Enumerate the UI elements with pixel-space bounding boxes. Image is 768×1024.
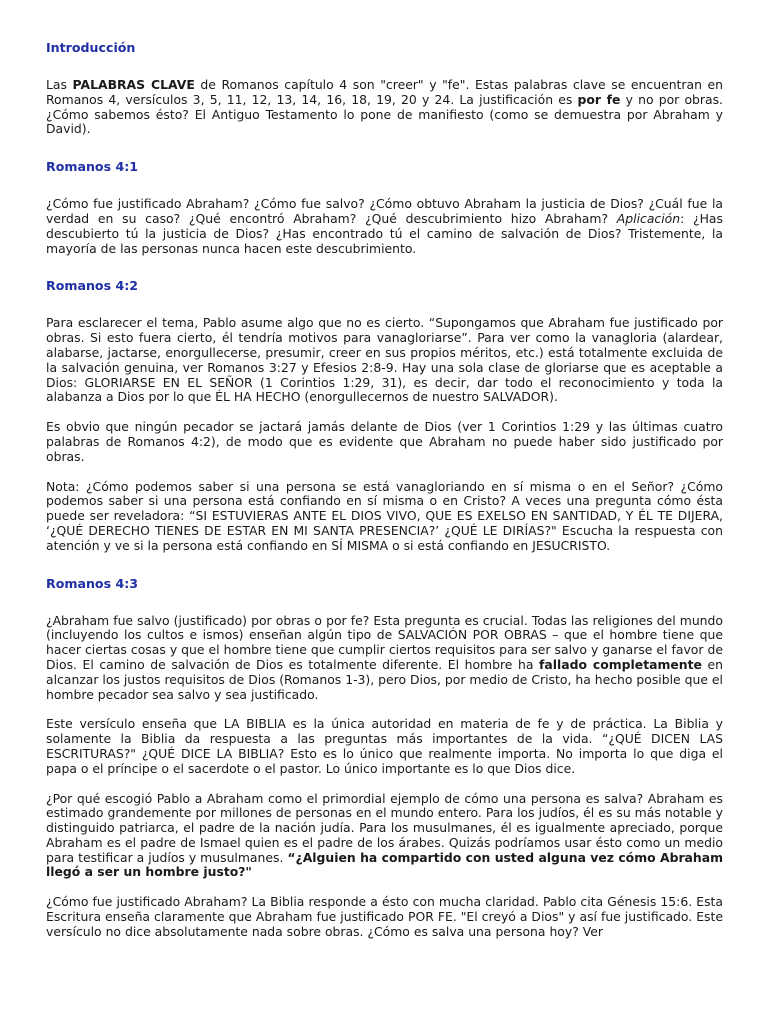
text-run: en alcanzar los justos requisitos de Dios (Romanos 1-3), pero Dios, por medio de Cristo, ha hecho posible que el hombre pecador sea salvo y sea justificado. bbox=[46, 656, 723, 702]
paragraph-romanos-4-3-a bbox=[46, 614, 723, 703]
text-run: ¿Cómo fue justificado Abraham? La Biblia responde a ésto con mucha claridad. Pablo cita Génesis 15:6. Esta Escritura enseña claramente que Abraham fue justificado POR FE. "El creyó a Dios" y así fue justificado. Este versículo no dice absolutamente nada sobre obras. ¿Cómo es salva una persona hoy? Ver bbox=[46, 894, 723, 939]
text-run: Las bbox=[46, 77, 73, 92]
spacer bbox=[46, 137, 723, 159]
spacer bbox=[46, 294, 723, 316]
heading-romanos-4-2: Romanos 4:2 bbox=[46, 278, 139, 294]
text-run: de Romanos capítulo 4 son "creer" y "fe". Estas palabras clave se encuentran en Romanos 4, versículos 3, 5, 11, 12, 13, 14, 16, 18, 19, 20 y 24. La justificación es bbox=[46, 77, 724, 107]
bold-fallado: fallado completamente bbox=[538, 656, 702, 672]
paragraph-romanos-4-3-d bbox=[46, 895, 723, 939]
italic-aplicacion: Aplicación bbox=[616, 210, 681, 226]
text-run: : ¿Has descubierto tú la justicia de Dios? ¿Has encontrado tú el camino de salvación de Dios? Tristemente, la mayoría de las personas nunca hacen este descubrimiento. bbox=[46, 210, 723, 256]
bold-question: “¿Alguien ha compartido con usted alguna vez cómo Abraham llegó a ser un hombre justo?" bbox=[46, 849, 724, 880]
document-page bbox=[46, 40, 723, 940]
paragraph-romanos-4-1 bbox=[46, 197, 723, 256]
text-run: ¿Por qué escogió Pablo a Abraham como el primordial ejemplo de cómo una persona es salva? Abraham es estimado grandemente por millones de personas en el mundo entero. Para los judíos, él es su más notable y distinguido patriarca, el padre de la nación judía. Para los musulmanes, él es igualmente apreciado, porque Abraham es el padre de Ismael quien es el padre de los árabes. Quizás podríamos usar ésto como un medio para testificar a judíos y musulmanes. bbox=[46, 790, 723, 865]
text-run: Este versículo enseña que LA BIBLIA es la única autoridad en materia de fe y de práctica. La Biblia y solamente la Biblia da respuesta a las preguntas más importantes de la vida. “¿QUÉ DICEN LAS ESCRITURAS?" ¿QUÉ DICE LA BIBLIA? Esto es lo único que realmente importa. No importa lo que diga el papa o el príncipe o el sacerdote o el pastor. Lo único importante es lo que Dios dice. bbox=[46, 716, 723, 776]
text-run: Para esclarecer el tema, Pablo asume algo que no es cierto. “Supongamos que Abraham fue justificado por obras. Si esto fuera cierto, él tendría motivos para vanagloriarse”. Para ver como la vanagloria (alardear, alabarse, jactarse, enorgullecerse, presumir, creer en sus propios méritos, etc.) está totalmente excluida de la salvación genuina, ver Romanos 3:27 y Efesios 2:8-9. Hay una sola clase de gloriarse que es aceptable a Dios: GLORIARSE EN EL SEÑOR (1 Corintios 1:29, 31), es decir, dar todo el reconocimiento y toda la alabanza a Dios por lo que ÉL HA HECHO (enorgullecernos de nuestro SALVADOR). bbox=[46, 315, 723, 405]
paragraph-romanos-4-2-b bbox=[46, 420, 723, 464]
heading-romanos-4-3: Romanos 4:3 bbox=[46, 575, 139, 591]
heading-romanos-4-1: Romanos 4:1 bbox=[46, 159, 139, 175]
text-run: ¿Cómo fue justificado Abraham? ¿Cómo fue salvo? ¿Cómo obtuvo Abraham la justicia de Dios? ¿Cuál fue la verdad en su caso? ¿Qué encontró Abraham? ¿Qué descubrimiento hizo Abraham? bbox=[46, 196, 723, 226]
spacer bbox=[46, 592, 723, 614]
spacer bbox=[46, 777, 723, 792]
text-run: Nota: ¿Cómo podemos saber si una persona se está vanagloriando en sí misma o en el Señor? ¿Cómo podemos saber si una persona está confiando en sí misma o en Cristo? A veces una pregunta cómo ésta puede ser reveladora: “SI ESTUVIERAS ANTE EL DIOS VIVO, QUE ES EXELSO EN SANTIDAD, Y ÉL TE DIJERA, ‘¿QUÉ DERECHO TIENES DE ESTAR EN MI SANTA PRESENCIA?’ ¿QUÉ LE DIRÍAS?" Escucha la respuesta con atención y ve si la persona está confiando en SÍ MISMA o si está confiando en JESUCRISTO. bbox=[46, 478, 723, 553]
spacer bbox=[46, 256, 723, 278]
paragraph-romanos-4-2-nota bbox=[46, 480, 723, 554]
spacer bbox=[46, 554, 723, 576]
spacer bbox=[46, 175, 723, 197]
spacer bbox=[46, 702, 723, 717]
paragraph-romanos-4-3-c bbox=[46, 792, 723, 881]
spacer bbox=[46, 405, 723, 420]
paragraph-introduccion bbox=[46, 78, 723, 137]
text-run: ¿Abraham fue salvo (justificado) por obras o por fe? Esta pregunta es crucial. Todas las religiones del mundo (incluyendo los cultos e ismos) enseñan algún tipo de SALVACIÓN POR OBRAS – que el hombre tiene que hacer ciertas cosas y que el hombre tiene que cumplir ciertos requisitos para ser salvo y ganarse el favor de Dios. El camino de salvación de Dios es totalmente diferente. El hombre ha bbox=[46, 612, 723, 672]
paragraph-romanos-4-3-b bbox=[46, 717, 723, 776]
heading-introduccion: Introducción bbox=[46, 40, 136, 55]
paragraph-romanos-4-2-a bbox=[46, 316, 723, 405]
bold-keywords: PALABRAS CLAVE bbox=[72, 77, 195, 92]
spacer bbox=[46, 880, 723, 895]
spacer bbox=[46, 56, 723, 78]
text-run: y no por obras. ¿Cómo sabemos ésto? El Antiguo Testamento lo pone de manifiesto (como se demuestra por Abraham y David). bbox=[46, 91, 723, 137]
text-run: Es obvio que ningún pecador se jactará jamás delante de Dios (ver 1 Corintios 1:29 y las últimas cuatro palabras de Romanos 4:2), de modo que es evidente que Abraham no puede haber sido justificado por obras. bbox=[46, 419, 723, 464]
bold-por-fe: por fe bbox=[577, 91, 621, 107]
spacer bbox=[46, 465, 723, 480]
